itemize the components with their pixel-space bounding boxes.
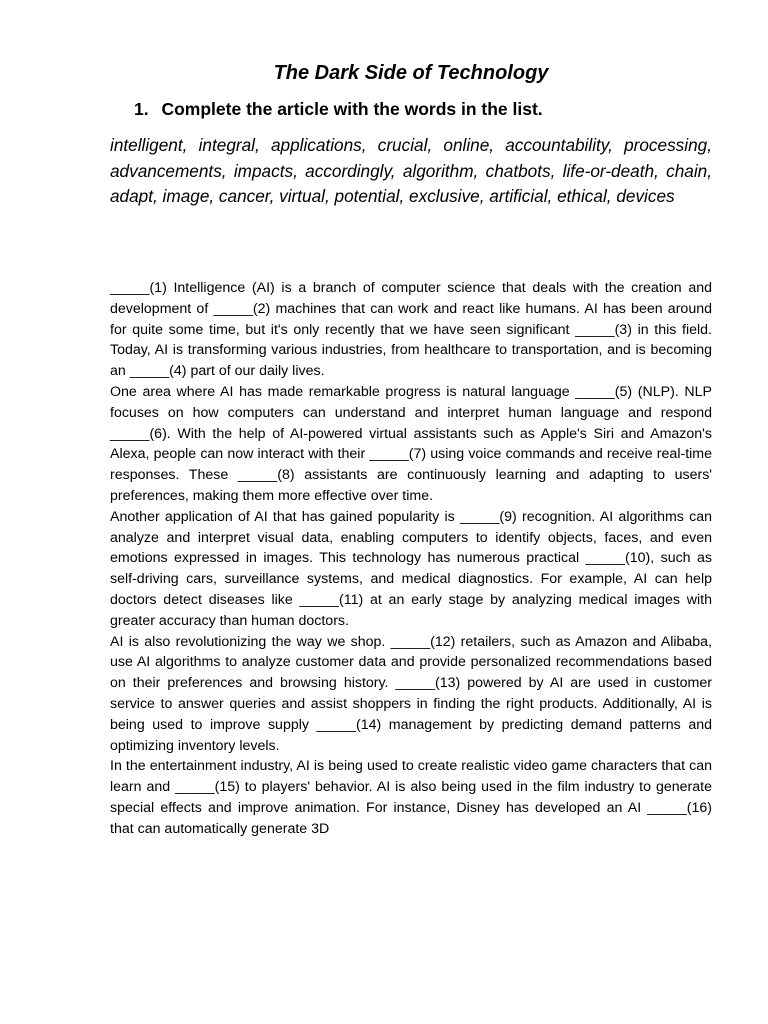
article-paragraph: One area where AI has made remarkable progress is natural language _____(5) (NLP). NLP focuses on how computers can understand and interpret human language and respond _____(6). With the help of AI-powered virtual assistants such as Apple's Siri and Amazon's Alexa, people can now interact with their _____(7) using voice commands and receive real-time responses. These _____(8) assistants are continuously learning and adapting to users' preferences, making them more effective over time. [110, 383, 712, 504]
article-paragraph: AI is also revolutionizing the way we shop. _____(12) retailers, such as Amazon and Alibaba, use AI algorithms to analyze customer data and provide personalized recommendations based on their preferences and browsing history. _____(13) powered by AI are used in customer service to answer queries and assist shoppers in finding the right products. Additionally, AI is being used to improve supply _____(14) management by predicting demand patterns and optimizing inventory levels. [110, 633, 712, 754]
document-title: The Dark Side of Technology [273, 62, 549, 84]
article-body [110, 278, 712, 840]
article-paragraph: In the entertainment industry, AI is being used to create realistic video game characters that can learn and _____(15) to players' behavior. AI is also being used in the film industry to generate special effects and improve animation. For instance, Disney has developed an AI _____(16) that can automatically generate 3D [110, 758, 712, 837]
article-paragraph: _____(1) Intelligence (AI) is a branch of computer science that deals with the creation and development of _____(2) machines that can work and react like humans. AI has been around for quite some time, but it's only recently that we have seen significant _____(3) in this field. Today, AI is transforming various industries, from healthcare to transportation, and is becoming an _____(4) part of our daily lives. [110, 280, 712, 380]
instruction-number: 1. [134, 99, 149, 119]
word-list: intelligent, integral, applications, crucial, online, accountability, processing, advancements, impacts, accordingly, algorithm, chatbots, life-or-death, chain, adapt, image, cancer, virtual, potential, exclusive, artificial, ethical, devices [110, 135, 712, 206]
exercise-instruction [134, 99, 543, 120]
article-paragraph: Another application of AI that has gained popularity is _____(9) recognition. AI algorithms can analyze and interpret visual data, enabling computers to identify objects, faces, and even emotions expressed in images. This technology has numerous practical _____(10), such as self-driving cars, surveillance systems, and medical diagnostics. For example, AI can help doctors detect diseases like _____(11) at an early stage by analyzing medical images with greater accuracy than human doctors. [110, 508, 712, 629]
instruction-text: Complete the article with the words in the list. [161, 99, 543, 119]
